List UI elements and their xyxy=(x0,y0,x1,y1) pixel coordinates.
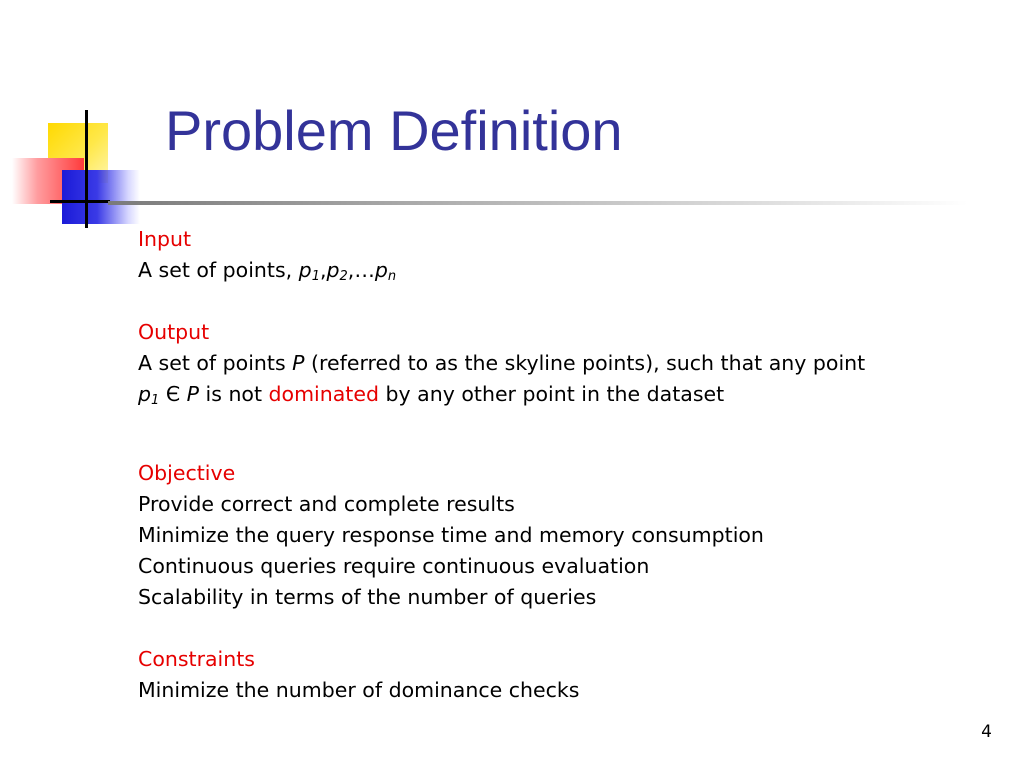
output-dominated-term: dominated xyxy=(268,382,379,406)
slide-title: Problem Definition xyxy=(165,99,623,162)
output-element-of: Є xyxy=(159,382,187,406)
output-line-1 xyxy=(138,348,998,379)
logo-blue-square xyxy=(62,170,140,224)
output-line1-suffix: (referred to as the skyline points), such that any point xyxy=(304,351,866,375)
slide-body xyxy=(138,224,998,706)
output-p: p xyxy=(138,382,152,406)
input-p2: p xyxy=(326,258,340,282)
page-number: 4 xyxy=(981,722,992,742)
constraints-heading: Constraints xyxy=(138,647,255,671)
constraints-item: Minimize the number of dominance checks xyxy=(138,678,580,702)
objective-heading: Objective xyxy=(138,461,236,485)
input-subn: n xyxy=(387,269,397,284)
input-line xyxy=(138,255,998,286)
input-sub2: 2 xyxy=(339,269,348,284)
output-line-2 xyxy=(138,379,998,410)
objective-item: Continuous queries require continuous evaluation xyxy=(138,554,650,578)
input-sub1: 1 xyxy=(311,269,320,284)
logo-vertical-line xyxy=(85,110,88,228)
output-line2-suffix: by any other point in the dataset xyxy=(378,382,725,406)
title-underline xyxy=(108,201,968,205)
input-comma: , xyxy=(319,258,327,282)
input-pn: p xyxy=(374,258,388,282)
output-heading: Output xyxy=(138,320,210,344)
input-p1: p xyxy=(298,258,312,282)
objective-item: Minimize the query response time and memory consumption xyxy=(138,523,764,547)
output-set-P2: P xyxy=(186,382,200,406)
output-set-P: P xyxy=(292,351,305,375)
logo-horizontal-line xyxy=(50,200,110,203)
objective-item: Scalability in terms of the number of queries xyxy=(138,585,597,609)
input-heading: Input xyxy=(138,227,192,251)
objective-item: Provide correct and complete results xyxy=(138,492,515,516)
output-line1-prefix: A set of points xyxy=(138,351,293,375)
input-line-prefix: A set of points, xyxy=(138,258,299,282)
output-not-text: is not xyxy=(199,382,269,406)
output-sub1: 1 xyxy=(151,393,160,408)
input-ellipsis: ,… xyxy=(347,258,375,282)
